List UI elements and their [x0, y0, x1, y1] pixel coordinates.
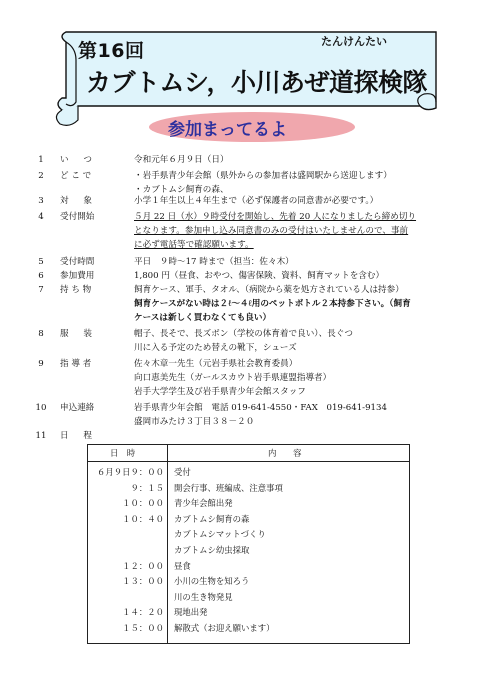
- item-label: 指 導 者: [60, 359, 92, 369]
- schedule-content: カブトムシ飼育の森: [174, 513, 250, 524]
- item-number: 10: [35, 403, 47, 413]
- item-label: 持 ち 物: [60, 285, 92, 295]
- item-label: い つ: [60, 155, 98, 165]
- item-line: となります。参加申し込み同意書のみの受付はいたしませんので、事前: [134, 226, 409, 236]
- schedule-content: 昼食: [174, 560, 191, 571]
- header-time: 日 時: [110, 448, 136, 458]
- page-title: カブトムシ，小川あぜ道探検隊: [86, 68, 428, 97]
- item-number: 8: [38, 329, 44, 339]
- item-line: ケースは新しく買わなくても良い）: [134, 313, 272, 323]
- item-label: 受付開始: [60, 212, 95, 222]
- item-line: 平日 ９時～17 時まで（担当：佐々木）: [134, 257, 294, 267]
- item-line: に必ず電話等で確認願います。: [134, 240, 254, 250]
- ruby-text: たんけんたい: [321, 35, 387, 48]
- item-line: ５月 22 日（水）９時受付を開始し、先着 20 人になりましたら締め切り: [134, 212, 417, 222]
- item-line: 帽子、長そで、長ズボン（学校の体育着で良い）、長ぐつ: [134, 329, 353, 339]
- schedule-content: 現地出発: [174, 607, 208, 618]
- item-line: 岩手大学学生及び岩手県青少年会館スタッフ: [134, 387, 306, 397]
- item-label: 受付時間: [60, 257, 95, 267]
- schedule-time: ９：１５: [130, 482, 164, 493]
- schedule-time: １４：２０: [122, 607, 164, 618]
- item-label: 申込連絡: [60, 403, 95, 413]
- item-line: 盛岡市みたけ３丁目３８－２０: [134, 417, 255, 427]
- item-line: 令和元年６月９日（日）: [134, 155, 229, 165]
- item-label: 参加費用: [60, 271, 95, 281]
- item-line: ・岩手県青少年会館（県外からの参加者は盛岡駅から送迎します）: [134, 171, 392, 181]
- schedule-header: [88, 445, 409, 462]
- schedule-content: カブトムシマットづくり: [174, 529, 266, 540]
- header-content: 内 容: [268, 448, 302, 458]
- item-label: 対 象: [60, 196, 98, 206]
- column-divider: [167, 445, 168, 643]
- item-number: 3: [38, 196, 44, 206]
- item-line: 飼育ケースがない時は２ℓ～４ℓ用のペットボトル２本持参下さい。（飼育: [134, 299, 411, 309]
- item-number: 11: [35, 431, 47, 441]
- schedule-content: 小川の生物を知ろう: [174, 576, 250, 587]
- item-label: 日 程: [60, 431, 98, 441]
- item-number: 6: [38, 271, 44, 281]
- item-line: 飼育ケース、軍手、タオル、（病院から薬を処方されている人は持参）: [134, 285, 404, 295]
- item-line: ・カブトムシ飼育の森、: [134, 185, 229, 195]
- schedule-table: [87, 444, 410, 644]
- schedule-time: １３：００: [122, 576, 164, 587]
- item-number: 9: [38, 359, 44, 369]
- schedule-content: 青少年会館出発: [174, 498, 233, 509]
- edition-label: 第16回: [78, 40, 145, 62]
- item-line: 川に入る予定のため替えの靴下，シューズ: [134, 343, 297, 353]
- schedule-content: 川の生き物発見: [174, 591, 233, 602]
- schedule-content: 受付: [174, 467, 191, 477]
- item-line: 1,800 円（昼食、おやつ、傷害保険、資料、飼育マットを含む）: [134, 271, 385, 281]
- item-line: 向口恵美先生（ガールスカウト岩手県連盟指導者）: [134, 373, 332, 383]
- schedule-content: 解散式（お迎え願います）: [174, 623, 275, 633]
- item-label: 服 装: [60, 329, 98, 339]
- schedule-content: 開会行事、班編成、注意事項: [174, 482, 283, 493]
- item-line: 岩手県青少年会館 電話 019-641-4550・FAX 019-641-9134: [134, 403, 387, 413]
- schedule-time: １５：００: [122, 623, 164, 633]
- item-line: 佐々木章一先生（元岩手県社会教育委員）: [134, 359, 298, 369]
- item-line: 小学１年生以上４年生まで（必ず保護者の同意書が必要です。）: [134, 196, 379, 206]
- schedule-content: カブトムシ幼虫採取: [174, 545, 250, 555]
- item-number: 4: [38, 212, 44, 222]
- schedule-time: ６月９日９：００: [97, 467, 164, 477]
- schedule-time: １２：００: [122, 560, 164, 571]
- item-label: ど こ で: [60, 171, 92, 181]
- subtitle-text: 参加まってるよ: [168, 120, 287, 140]
- schedule-time: １０：００: [122, 498, 164, 509]
- item-number: 5: [38, 257, 44, 267]
- item-number: 2: [38, 171, 44, 181]
- item-number: 1: [38, 155, 44, 165]
- item-number: 7: [38, 285, 44, 295]
- schedule-time: １０：４０: [122, 513, 164, 524]
